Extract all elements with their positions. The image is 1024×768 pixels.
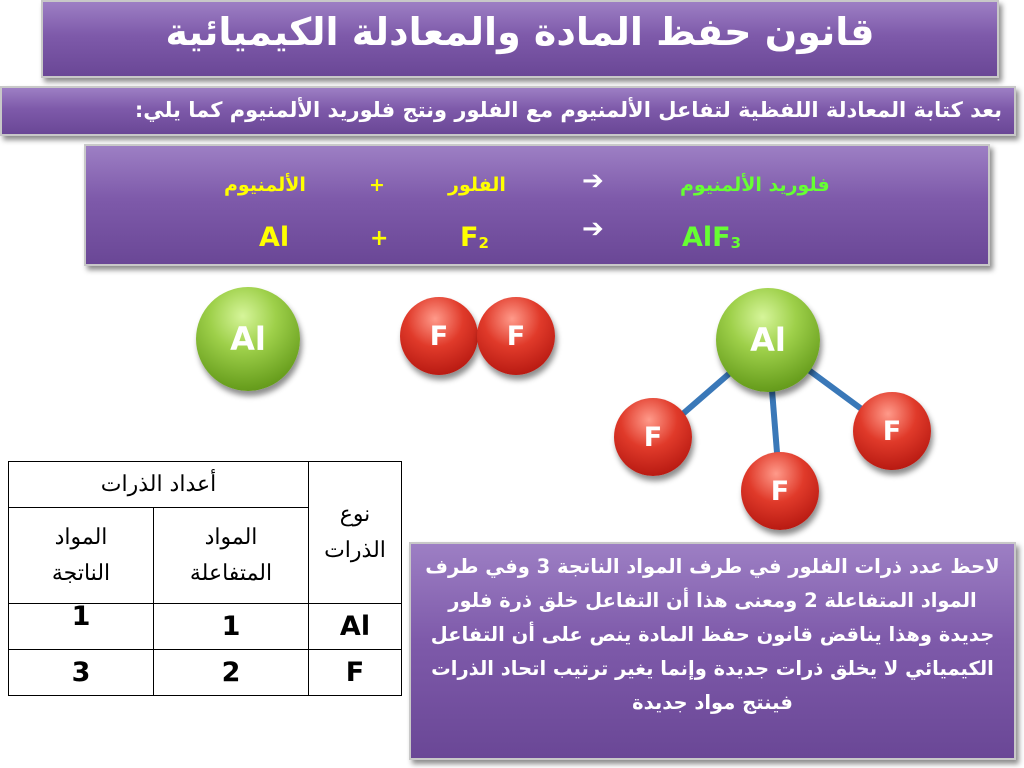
atom-fluorine-product-right: F — [853, 392, 931, 470]
header-atom-type — [309, 462, 402, 604]
atom-aluminum-product: Al — [716, 288, 820, 392]
header-atom-counts-text: أعداد الذرات — [100, 471, 217, 497]
symbol-product-text: AlF — [682, 222, 731, 253]
cell-al-products-text: 1 — [71, 601, 91, 632]
note-panel — [409, 542, 1016, 760]
symbol-arrow-icon: ➔ — [582, 214, 604, 244]
header-atom-type-text: نوع الذرات — [324, 501, 386, 563]
atom-fluorine-product-bottom: F — [741, 452, 819, 530]
word-fluorine: الفلور — [448, 174, 506, 196]
header-reactants-text: المواد المتفاعلة — [189, 524, 273, 586]
atom-fluorine-1: F — [400, 297, 478, 375]
cell-f-reactants — [154, 650, 309, 696]
cell-f-products — [9, 650, 154, 696]
intro-text: بعد كتابة المعادلة اللفظية لتفاعل الألمنيوم مع الفلور ونتج فلوريد الألمنيوم كما يلي: — [134, 98, 1002, 122]
symbol-fluorine-subscript: 2 — [478, 234, 489, 252]
cell-al-reactants-text: 1 — [221, 611, 241, 642]
header-products — [9, 508, 154, 604]
header-atom-counts — [9, 462, 309, 508]
word-aluminum: الألمنيوم — [224, 174, 306, 196]
header-reactants — [154, 508, 309, 604]
word-plus: + — [369, 174, 385, 196]
cell-f-atom-text: F — [345, 657, 365, 688]
atom-fluorine-2: F — [477, 297, 555, 375]
atom-fluorine-product-left: F — [614, 398, 692, 476]
cell-f-atom — [309, 650, 402, 696]
word-product: فلوريد الألمنيوم — [680, 174, 830, 196]
note-text: لاحظ عدد ذرات الفلور في طرف المواد الناتجة 3 وفي طرف المواد المتفاعلة 2 ومعنى هذا أن التفاعل خلق ذرة فلور جديدة وهذا يناقض قانون حفظ المادة ينص على أن التفاعل الكيميائي لا يخلق ذرات جديدة وإنما يغير ترتيب اتحاد الذرات فينتج مواد جديدة — [425, 555, 1000, 714]
symbol-aluminum: Al — [259, 222, 290, 253]
word-arrow-icon: ➔ — [582, 166, 604, 196]
table-row — [9, 604, 402, 650]
table-row — [9, 650, 402, 696]
page-title: قانون حفظ المادة والمعادلة الكيميائية — [165, 10, 875, 54]
cell-al-atom — [309, 604, 402, 650]
symbol-product-subscript: 3 — [730, 234, 742, 252]
atom-aluminum: Al — [196, 287, 300, 391]
atom-count-table — [8, 461, 402, 696]
cell-al-products — [9, 601, 154, 650]
cell-al-atom-text: Al — [339, 611, 371, 642]
cell-f-products-text: 3 — [71, 657, 91, 688]
cell-f-reactants-text: 2 — [221, 657, 241, 688]
header-products-text: المواد الناتجة — [51, 524, 111, 586]
symbol-plus: + — [370, 226, 389, 251]
symbol-fluorine-text: F — [460, 222, 479, 253]
cell-al-reactants — [154, 604, 309, 650]
